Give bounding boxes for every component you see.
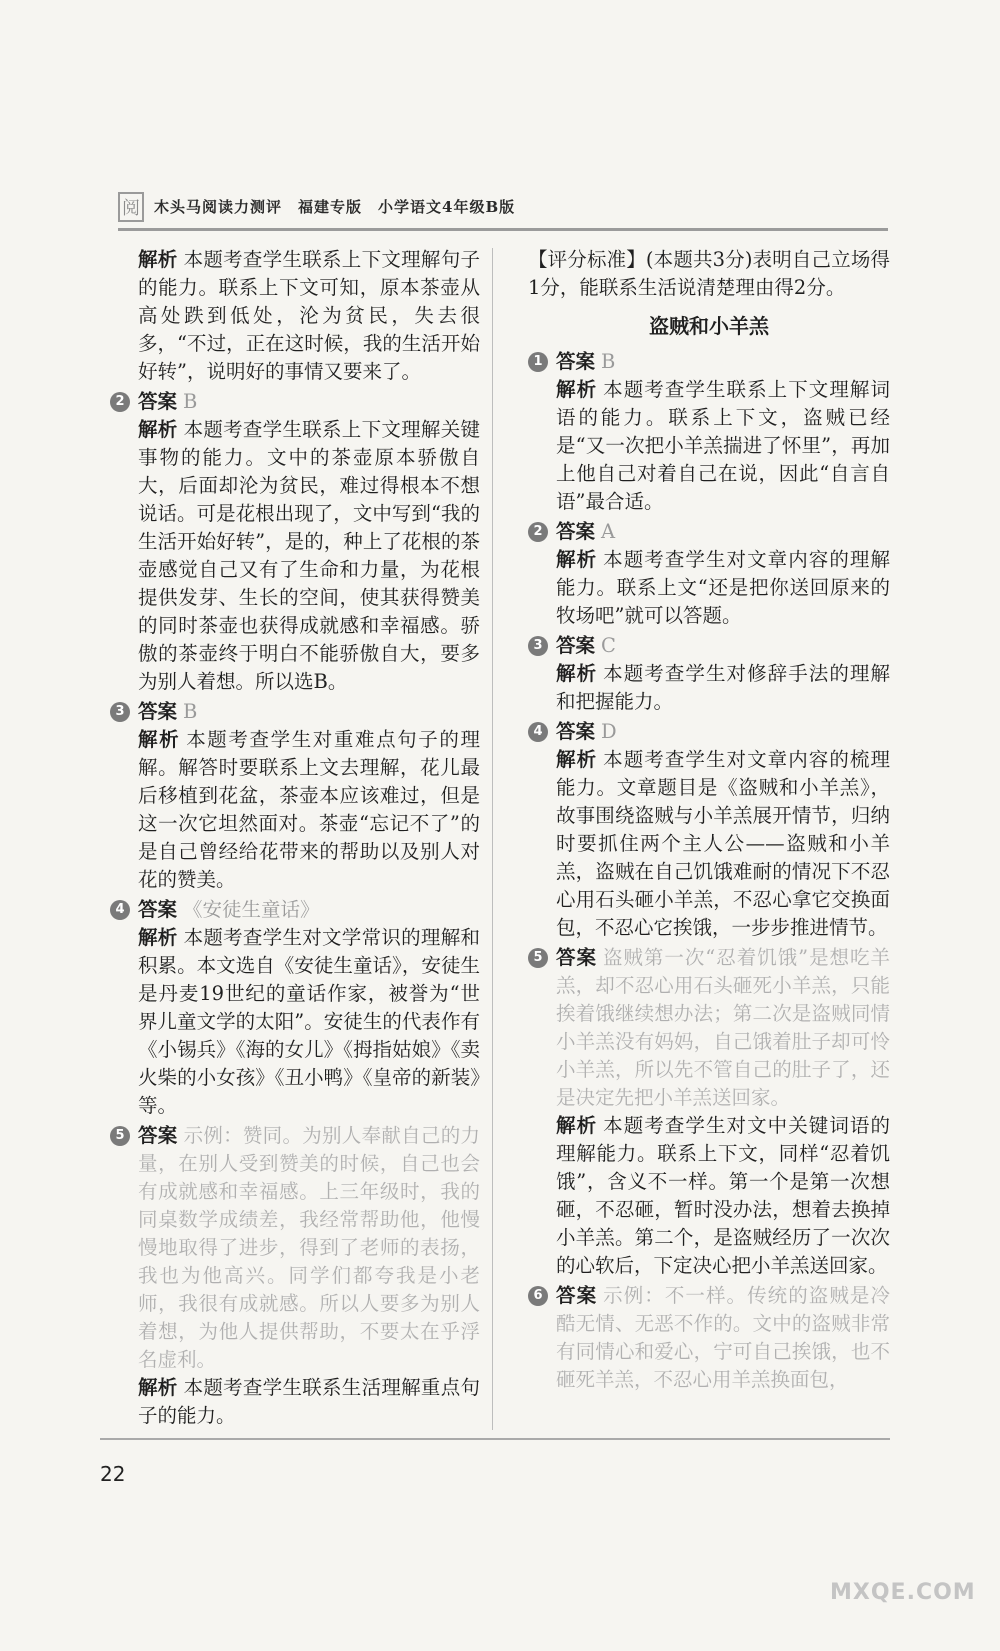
answer-text: B — [183, 390, 198, 413]
answer-text: 示例：赞同。为别人奉献自己的力量，在别人受到赞美的时候，自己也会有成就感和幸福感。上三年级时，我的同桌数学成绩差，我经常帮助他，他慢慢地取得了进步，得到了老师的表扬，我也为他高兴。同学们都夸我是小老师，我很有成就感。所以人要多为别人着想，为他人提供帮助，不要太在乎浮名虚利。 — [138, 1124, 480, 1371]
question-number: 6 — [528, 1286, 548, 1306]
question-number: 4 — [528, 722, 548, 742]
answer-label: 答案 — [556, 634, 596, 657]
analysis-text: 本题考查学生对重难点句子的理解。解答时要联系上文去理解，花儿最后移植到花盆，茶壶本应该难过，但是这一次它坦然面对。茶壶“忘记不了”的是自己曾经给花带来的帮助以及别人对花的赞美。 — [138, 728, 480, 891]
question-item — [110, 388, 480, 696]
analysis-text: 本题考查学生对文章内容的梳理能力。文章题目是《盗贼和小羊羔》，故事围绕盗贼与小羊羔展开情节，归纳时要抓住两个主人公——盗贼和小羊羔，盗贼在自己饥饿难耐的情况下不忍心用石头砸小羊羔，不忍心拿它交换面包，不忍心它挨饿，一步步推进情节。 — [556, 748, 890, 939]
question-number: 2 — [110, 392, 130, 412]
answer-text: B — [183, 700, 198, 723]
analysis-text: 本题考查学生对文章内容的理解能力。联系上文“还是把你送回原来的牧场吧”就可以答题。 — [556, 548, 890, 627]
analysis-label: 解析 — [138, 418, 178, 441]
footer-rule — [100, 1438, 890, 1440]
page-header — [118, 192, 888, 228]
answer-label: 答案 — [138, 1124, 178, 1147]
analysis-label: 解析 — [556, 1114, 598, 1137]
section-title: 盗贼和小羊羔 — [649, 314, 769, 338]
answer-text: D — [601, 720, 617, 743]
answer-text: B — [601, 350, 616, 373]
question-item — [110, 1122, 480, 1430]
analysis-label: 解析 — [138, 926, 178, 949]
question-number: 5 — [110, 1126, 130, 1146]
analysis-text: 本题考查学生对文中关键词语的理解能力。联系上下文，同样“忍着饥饿”，含义不一样。第一个是第一次想砸，不忍砸，暂时没办法，想着去换掉小羊羔。第二个，是盗贼经历了一次次的心软后，下定决心把小羊羔送回家。 — [556, 1114, 890, 1277]
question-item — [528, 718, 890, 942]
question-item — [528, 944, 890, 1280]
answer-text: 盗贼第一次“忍着饥饿”是想吃羊羔，却不忍心用石头砸死小羊羔，只能挨着饿继续想办法；第二次是盗贼同情小羊羔没有妈妈，自己饿着肚子却可怜小羊羔，所以先不管自己的肚子了，还是决定先把小羊羔送回家。 — [556, 946, 890, 1109]
answer-label: 答案 — [556, 1284, 598, 1307]
answer-text: 示例：不一样。传统的盗贼是冷酷无情、无恶不作的。文中的盗贼非常有同情心和爱心，宁可自己挨饿，也不砸死羊羔，不忍心用羊羔换面包， — [556, 1284, 890, 1391]
analysis-text: 本题考查学生对修辞手法的理解和把握能力。 — [556, 662, 890, 713]
analysis-label: 解析 — [138, 1376, 178, 1399]
analysis-text: 本题考查学生联系上下文理解词语的能力。联系上下文，盗贼已经是“又一次把小羊羔揣进了怀里”，再加上他自己对着自己在说，因此“自言自语”最合适。 — [556, 378, 890, 513]
answer-label: 答案 — [138, 898, 178, 921]
scoring-standard: 【评分标准】(本题共3分)表明自己立场得1分，能联系生活说清楚理由得2分。 — [528, 248, 890, 299]
site-watermark: MXQE.COM — [830, 1580, 976, 1605]
page-number: 22 — [100, 1462, 126, 1486]
analysis-text: 本题考查学生联系上下文理解关键事物的能力。文中的茶壶原本骄傲自大，后面却沦为贫民，难过得根本不想说话。可是花根出现了，文中写到“我的生活开始好转”，是的，种上了花根的茶壶感觉自己又有了生命和力量，为花根提供发芽、生长的空间，使其获得赞美的同时茶壶也获得成就感和幸福感。骄傲的茶壶终于明白不能骄傲自大，要多为别人着想。所以选B。 — [138, 418, 480, 693]
question-item — [528, 348, 890, 516]
question-item — [528, 518, 890, 630]
question-item — [528, 632, 890, 716]
analysis-label: 解析 — [556, 748, 598, 771]
analysis-label: 解析 — [556, 378, 598, 401]
left-intro — [110, 246, 480, 386]
answer-label: 答案 — [556, 520, 596, 543]
analysis-label: 解析 — [556, 548, 598, 571]
analysis-label: 解析 — [138, 728, 181, 751]
question-number: 1 — [528, 352, 548, 372]
answer-label: 答案 — [556, 946, 597, 969]
answer-label: 答案 — [138, 700, 178, 723]
running-header: 木头马阅读力测评 福建专版 小学语文4年级B版 — [154, 198, 516, 216]
analysis-label: 解析 — [556, 662, 598, 685]
question-number: 2 — [528, 522, 548, 542]
answer-label: 答案 — [556, 350, 596, 373]
question-item — [110, 698, 480, 894]
question-number: 3 — [110, 702, 130, 722]
left-column — [110, 246, 480, 1432]
question-number: 5 — [528, 948, 548, 968]
analysis-text: 本题考查学生对文学常识的理解和积累。本文选自《安徒生童话》，安徒生是丹麦19世纪的童话作家，被誉为“世界儿童文学的太阳”。安徒生的代表作有《小锡兵》《海的女儿》《拇指姑娘》《卖火柴的小女孩》《丑小鸭》《皇帝的新装》等。 — [138, 926, 480, 1117]
answer-label: 答案 — [138, 390, 178, 413]
book-logo-icon: 阅 — [118, 192, 144, 222]
analysis-label: 解析 — [138, 248, 178, 271]
answer-text: A — [601, 520, 616, 543]
question-number: 3 — [528, 636, 548, 656]
column-divider — [492, 248, 493, 1430]
answer-text: C — [601, 634, 616, 657]
answer-label: 答案 — [556, 720, 596, 743]
answer-text: 《安徒生童话》 — [183, 898, 320, 921]
analysis-text: 本题考查学生联系上下文理解句子的能力。联系上下文可知，原本茶壶从高处跌到低处，沦为贫民，失去很多，“不过，正在这时候，我的生活开始好转”，说明好的事情又要来了。 — [138, 248, 480, 383]
header-rule — [118, 228, 888, 231]
analysis-text: 本题考查学生联系生活理解重点句子的能力。 — [138, 1376, 480, 1427]
question-item — [528, 1282, 890, 1394]
question-item — [110, 896, 480, 1120]
question-number: 4 — [110, 900, 130, 920]
right-column — [528, 246, 890, 1396]
